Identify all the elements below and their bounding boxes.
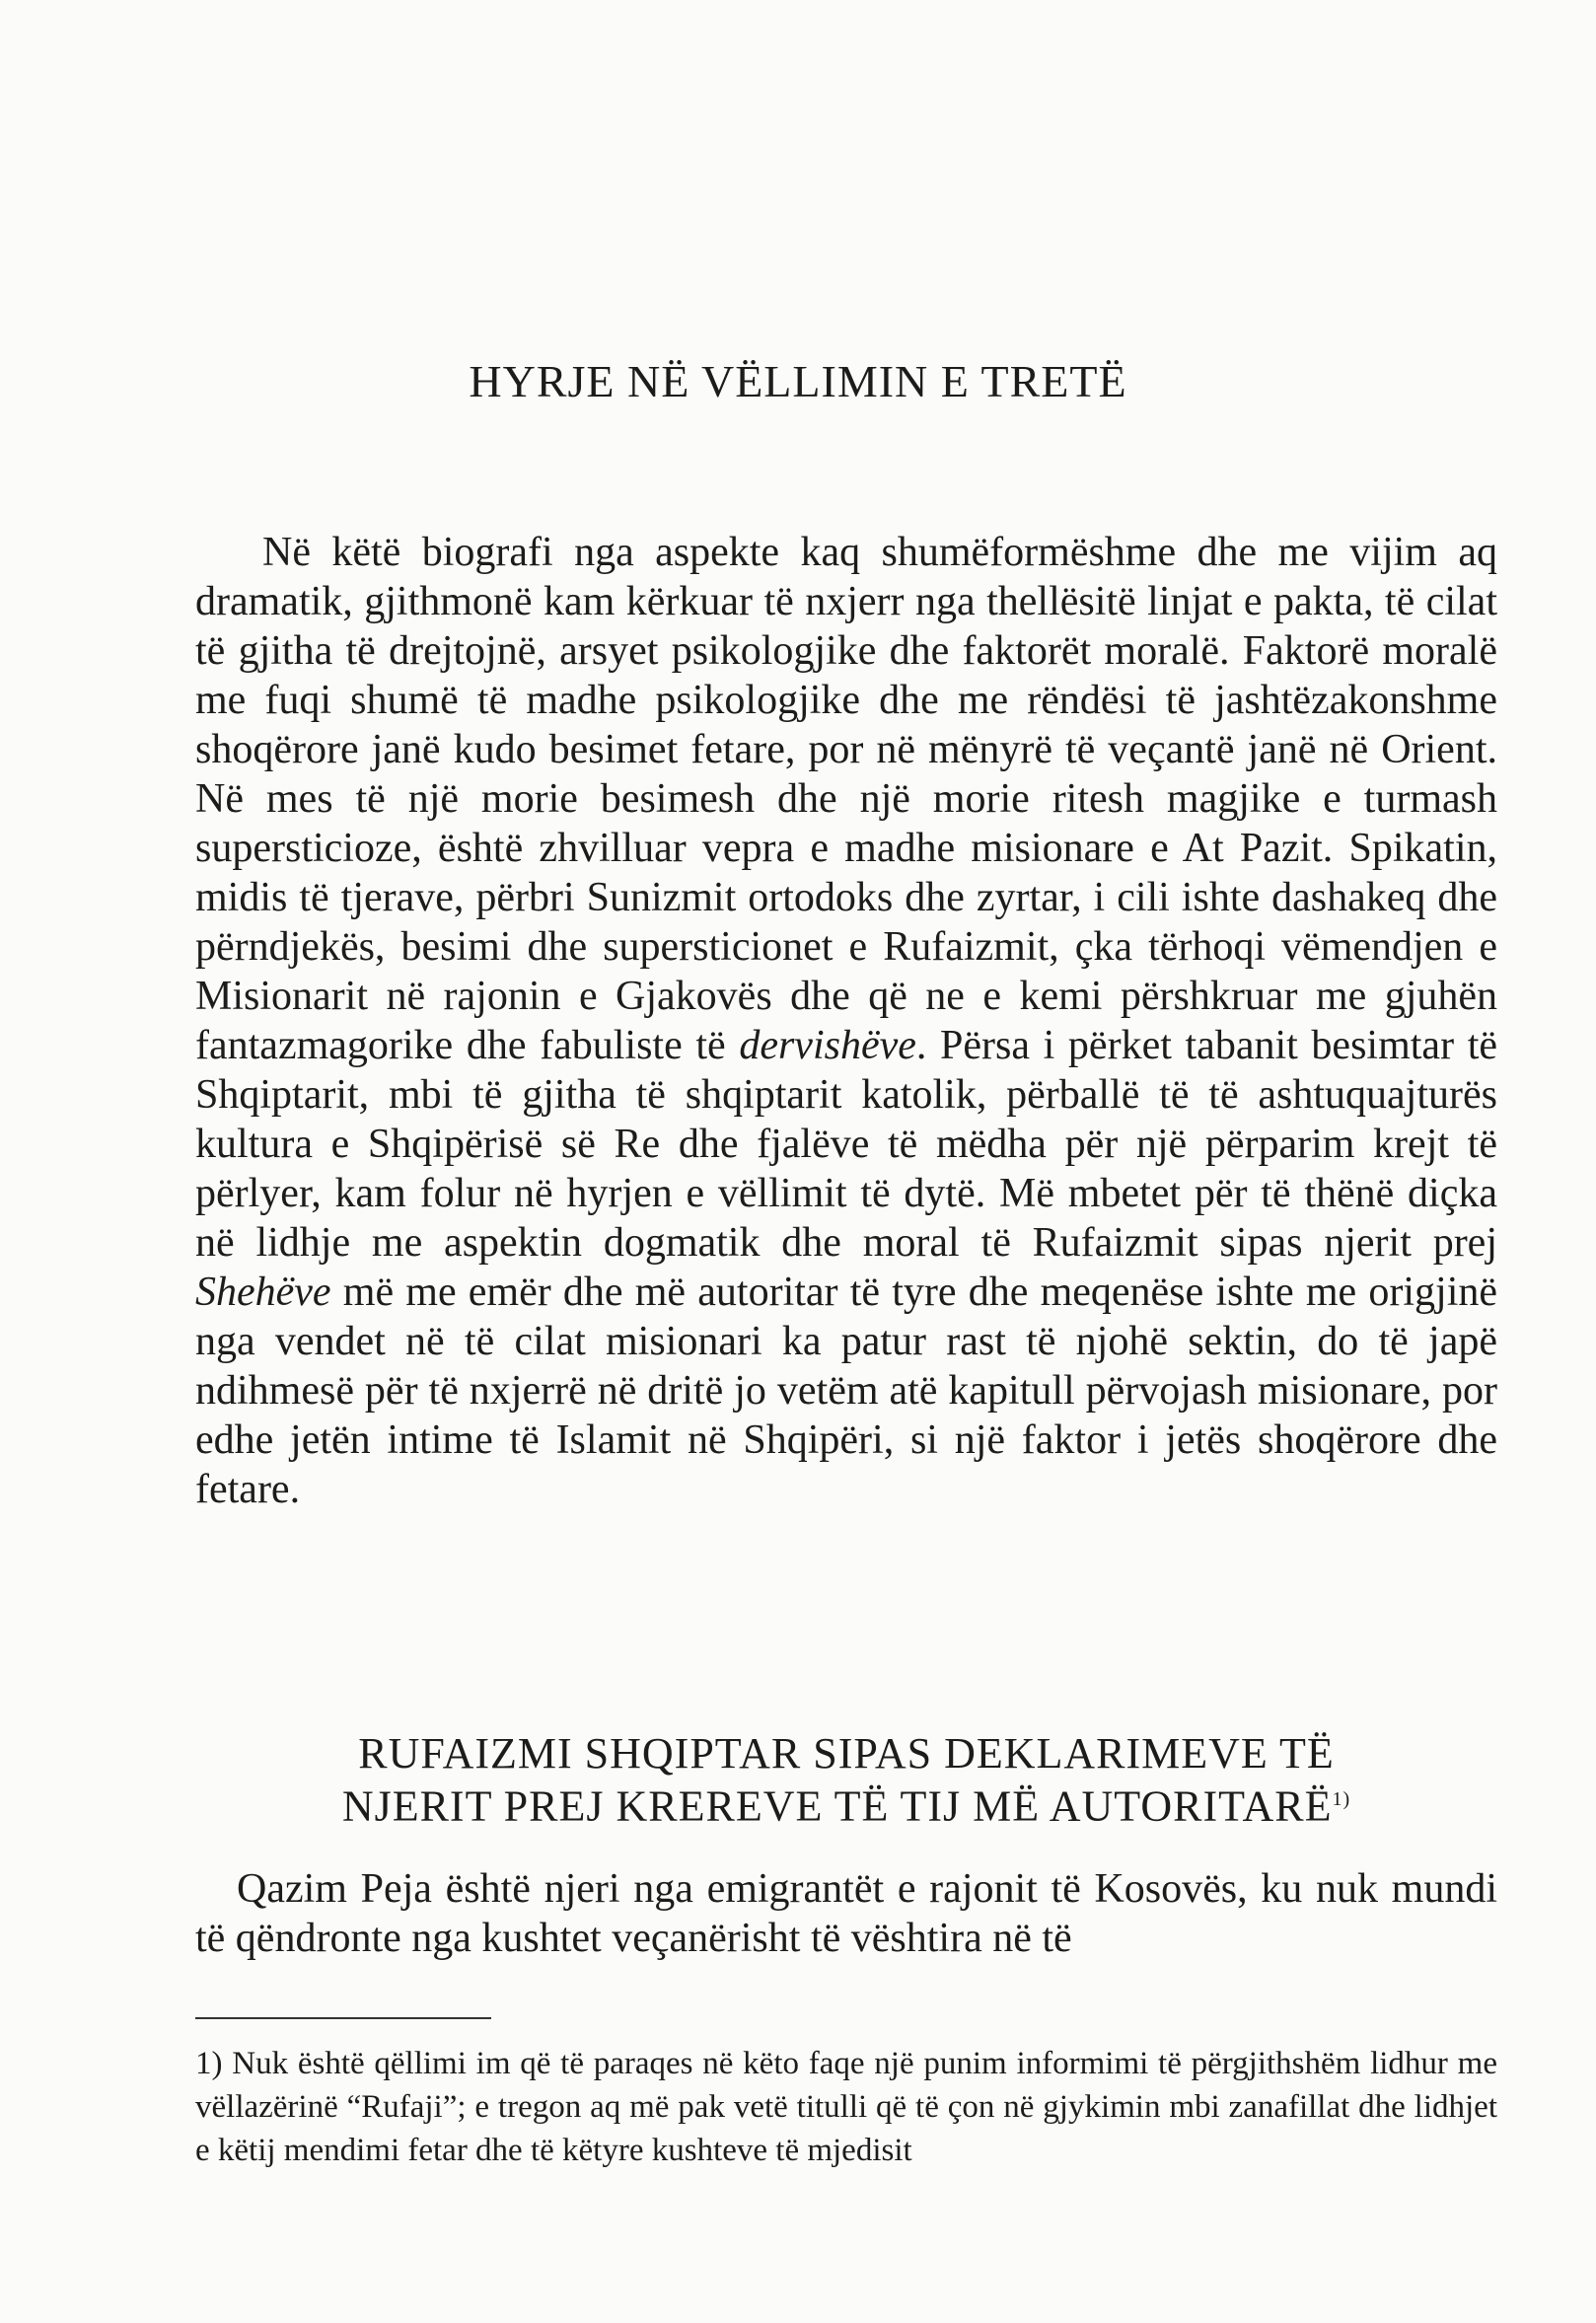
- intro-text-1: Në këtë biografi nga aspekte kaq shumëformëshme dhe me vijim aq dramatik, gjithmonë kam kërkuar të nxjerr nga thellësitë linjat e pakta, të cilat të gjitha të drejtojnë, arsyet psikologjike dhe faktorët moralë. Faktorë moralë me fuqi shumë të madhe psikologjike dhe me rëndësi të jashtëzakonshme shoqërore janë kudo besimet fetare, por në mënyrë të veçantë janë në Orient. Në mes të një morie besimesh dhe një morie ritesh magjike e turmash supersticioze, është zhvilluar vepra e madhe misionare e At Pazit. Spikatin, midis të tjerave, përbri Sunizmit ortodoks dhe zyrtar, i cili ishte dashakeq dhe përndjekës, besimi dhe supersticionet e Rufaizmit, çka tërhoqi vëmendjen e Misionarit në rajonin e Gjakovës dhe që ne e kemi përshkruar me gjuhën fantazmagorike dhe fabuliste të: [195, 530, 1497, 1068]
- footnote: 1) Nuk është qëllimi im që të paraqes në këto faqe një punim informimi të përgjithshëm lidhur me vëllazërinë “Rufaji”; e tregon aq më pak vetë titulli që të çon në gjykimin mbi zanafillat dhe lidhjet e këtij mendimi fetar dhe të këtyre kushteve të mjedisit: [195, 2046, 1497, 2168]
- intro-text-3: më me emër dhe më autoritar të tyre dhe meqenëse ishte me origjinë nga vendet në të cilat misionari ka patur rast të njohë sektin, do të japë ndihmesë për të nxjerrë në dritë jo vetëm atë kapitull përvojash misionare, por edhe jetën intime të Islamit në Shqipëri, si një faktor i jetës shoqërore dhe fetare.: [195, 1270, 1498, 1512]
- intro-italic-2: Shehëve: [195, 1270, 331, 1315]
- section-title-line-1: RUFAIZMI SHQIPTAR SIPAS DEKLARIMEVE TË: [358, 1729, 1335, 1778]
- page-title: HYRJE NË VËLLIMIN E TRETË: [469, 356, 1127, 406]
- intro-paragraph: [195, 528, 1497, 1514]
- intro-italic-1: dervishëve: [739, 1023, 916, 1068]
- intro-text-2: . Përsa i përket tabanit besimtar të Shqiptarit, mbi të gjitha të shqiptarit katolik, përballë të të ashtuquajturës kultura e Shqipërisë së Re dhe fjalëve të mëdha për një përparim krejt të përlyer, kam folur në hyrjen e vëllimit të dytë. Më mbetet për të thënë diçka në lidhje me aspektin dogmatik dhe moral të Rufaizmit sipas njerit prej: [195, 1023, 1497, 1266]
- section-title: [195, 1731, 1497, 1830]
- section-title-line-2: NJERIT PREJ KREREVE TË TIJ MË AUTORITARË: [341, 1781, 1333, 1831]
- footnote-marker: 1): [1332, 1788, 1351, 1810]
- footnote-divider: [195, 2017, 491, 2019]
- section-paragraph: Qazim Peja është njeri nga emigrantët e rajonit të Kosovës, ku nuk mundi të qëndronte nga kushtet veçanërisht të vështira në të: [195, 1866, 1497, 1961]
